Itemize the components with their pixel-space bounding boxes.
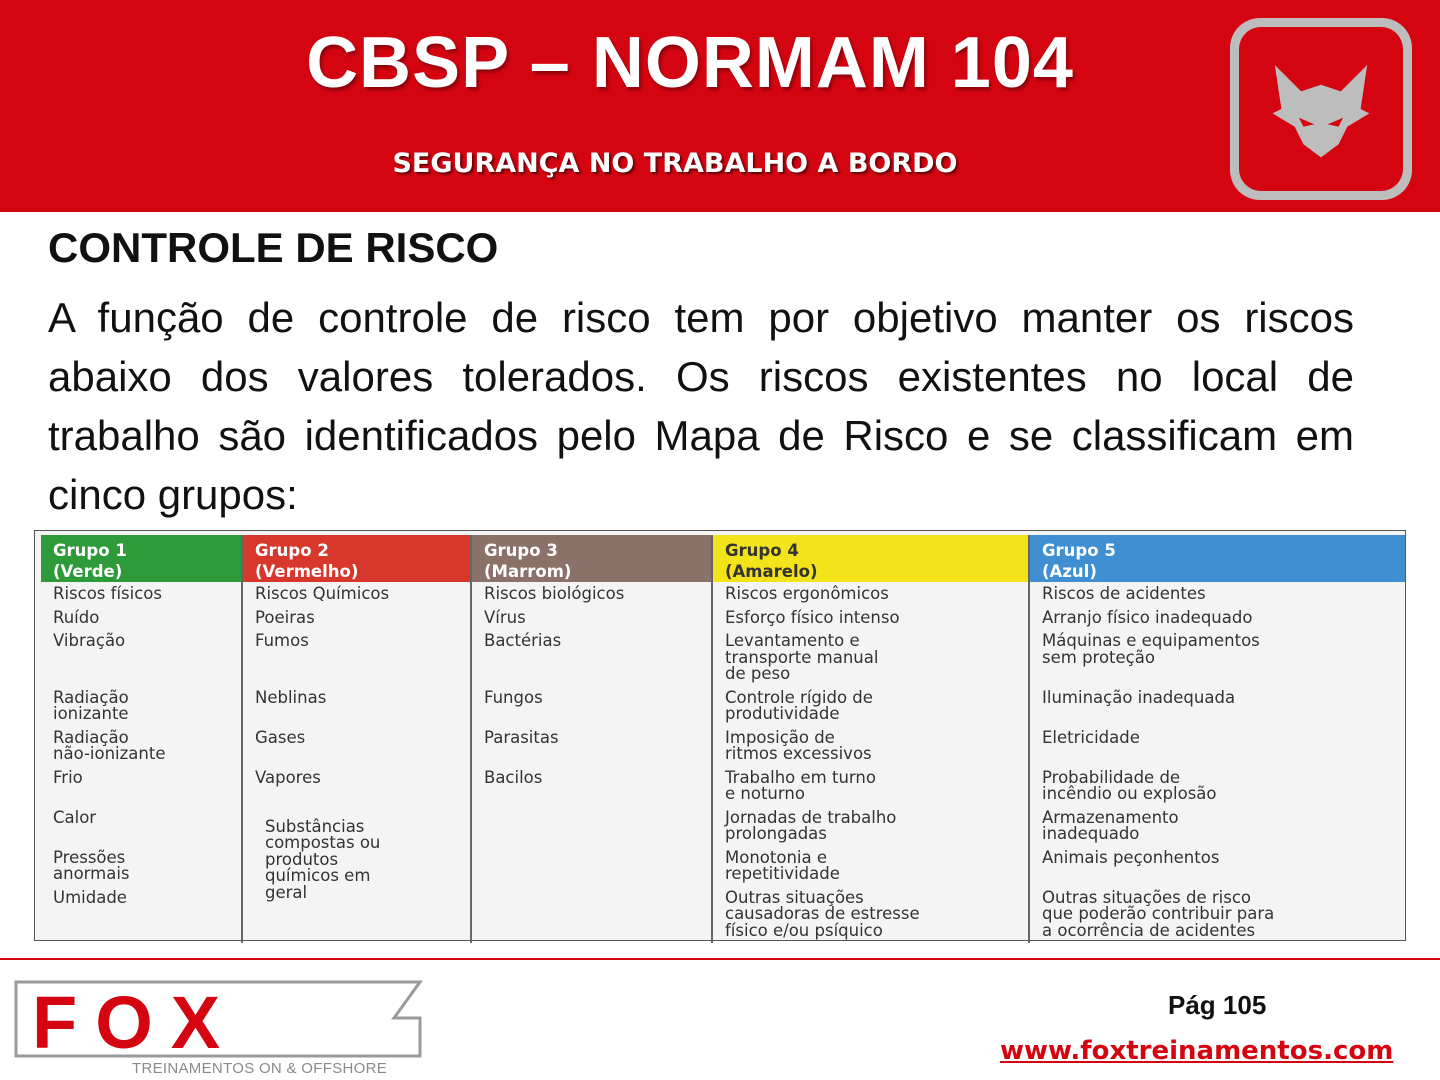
table-cell: Arranjo físico inadequado	[1042, 607, 1253, 627]
group-color-label: (Azul)	[1042, 562, 1097, 581]
risk-groups-table	[41, 535, 1405, 943]
table-cell: Máquinas e equipamentos sem proteção	[1042, 631, 1260, 667]
intro-paragraph: A função de controle de risco tem por objetivo manter os riscos abaixo dos valores tolerados. Os riscos existentes no local de trabalho são identificados pelo Mapa de Risco e se classificam em cinco grupos:	[48, 294, 1354, 518]
group-header-5	[1029, 535, 1405, 582]
page-subtitle: SEGURANÇA NO TRABALHO A BORDO	[392, 148, 958, 179]
table-cell: Outras situações de risco que poderão contribuir para a ocorrência de acidentes	[1042, 887, 1275, 940]
header-band	[0, 0, 1440, 212]
table-cell: Calor	[41, 807, 242, 847]
table-cell: Pressões anormais	[41, 847, 242, 887]
page-title: CBSP – NORMAM 104	[306, 23, 1074, 103]
table-cell: Probabilidade de incêndio ou explosão	[1042, 767, 1217, 803]
table-cell: Animais peçonhentos	[1042, 847, 1220, 867]
table-cell: Levantamento e transporte manual de peso	[712, 630, 1029, 687]
table-cell: Gases	[242, 727, 471, 767]
table-cell: Ruído	[41, 607, 242, 631]
group-header-4	[712, 535, 1029, 582]
table-row	[41, 767, 1405, 807]
group-name: Grupo 3	[484, 541, 558, 560]
risk-table-image	[34, 530, 1406, 941]
table-cell: Jornadas de trabalho prolongadas	[712, 807, 1029, 847]
table-cell: Esforço físico intenso	[712, 607, 1029, 631]
table-cell: Imposição de ritmos excessivos	[712, 727, 1029, 767]
table-cell: Riscos ergonômicos	[712, 582, 1029, 607]
table-cell: Neblinas	[242, 687, 471, 727]
table-cell: Fumos	[242, 630, 471, 687]
group-header-3	[471, 535, 712, 582]
table-cell: Riscos de acidentes	[1042, 584, 1206, 603]
group-header-2	[242, 535, 471, 582]
table-row	[41, 630, 1405, 687]
table-cell: Umidade	[41, 887, 242, 944]
table-row	[41, 582, 1405, 607]
table-cell: Controle rígido de produtividade	[712, 687, 1029, 727]
table-cell: Poeiras	[242, 607, 471, 631]
table-cell	[471, 807, 712, 944]
table-cell: Vírus	[471, 607, 712, 631]
table-cell: Fungos	[471, 687, 712, 727]
table-cell: Frio	[41, 767, 242, 807]
table-cell: Eletricidade	[1042, 727, 1140, 747]
table-row	[41, 727, 1405, 767]
table-cell: Iluminação inadequada	[1042, 687, 1236, 707]
table-cell: Bactérias	[471, 630, 712, 687]
table-cell: Radiação ionizante	[41, 687, 242, 727]
table-cell: Trabalho em turno e noturno	[712, 767, 1029, 807]
table-cell: Parasitas	[471, 727, 712, 767]
group-name: Grupo 4	[725, 541, 799, 560]
footer-divider	[0, 958, 1440, 960]
header-logo	[1230, 18, 1412, 200]
table-cell: Riscos Químicos	[242, 582, 471, 607]
table-row	[41, 807, 1405, 847]
group-color-label: (Amarelo)	[725, 562, 818, 581]
table-cell: Monotonia e repetitividade	[712, 847, 1029, 887]
table-row	[41, 607, 1405, 631]
table-cell: Vapores	[242, 767, 471, 807]
fox-logo-text: FOX	[32, 981, 239, 1060]
group-name: Grupo 5	[1042, 541, 1116, 560]
fox-head-icon	[1266, 54, 1376, 164]
table-row	[41, 687, 1405, 727]
fox-wordmark-icon	[12, 978, 424, 1060]
table-cell: Vibração	[41, 630, 242, 687]
page-number: Pág 105	[1168, 990, 1267, 1020]
group-header-1	[41, 535, 242, 582]
group-name: Grupo 1	[53, 541, 127, 560]
website-link[interactable]: www.foxtreinamentos.com	[1000, 1036, 1394, 1066]
fox-logo	[12, 978, 424, 1076]
section-heading: CONTROLE DE RISCO	[48, 224, 499, 271]
table-cell: Riscos biológicos	[471, 582, 712, 607]
table-cell: Armazenamento inadequado	[1042, 807, 1179, 843]
fox-logo-tagline: TREINAMENTOS ON & OFFSHORE	[132, 1060, 388, 1077]
table-cell: Radiação não-ionizante	[41, 727, 242, 767]
table-cell: Riscos físicos	[41, 582, 242, 607]
group-color-label: (Marrom)	[484, 562, 572, 581]
table-cell: Substâncias compostas ou produtos químicos em geral	[242, 807, 471, 944]
group-color-label: (Verde)	[53, 562, 123, 581]
group-name: Grupo 2	[255, 541, 329, 560]
table-cell: Bacilos	[471, 767, 712, 807]
group-color-label: (Vermelho)	[255, 562, 359, 581]
table-cell: Outras situações causadoras de estresse físico e/ou psíquico	[712, 887, 1029, 944]
